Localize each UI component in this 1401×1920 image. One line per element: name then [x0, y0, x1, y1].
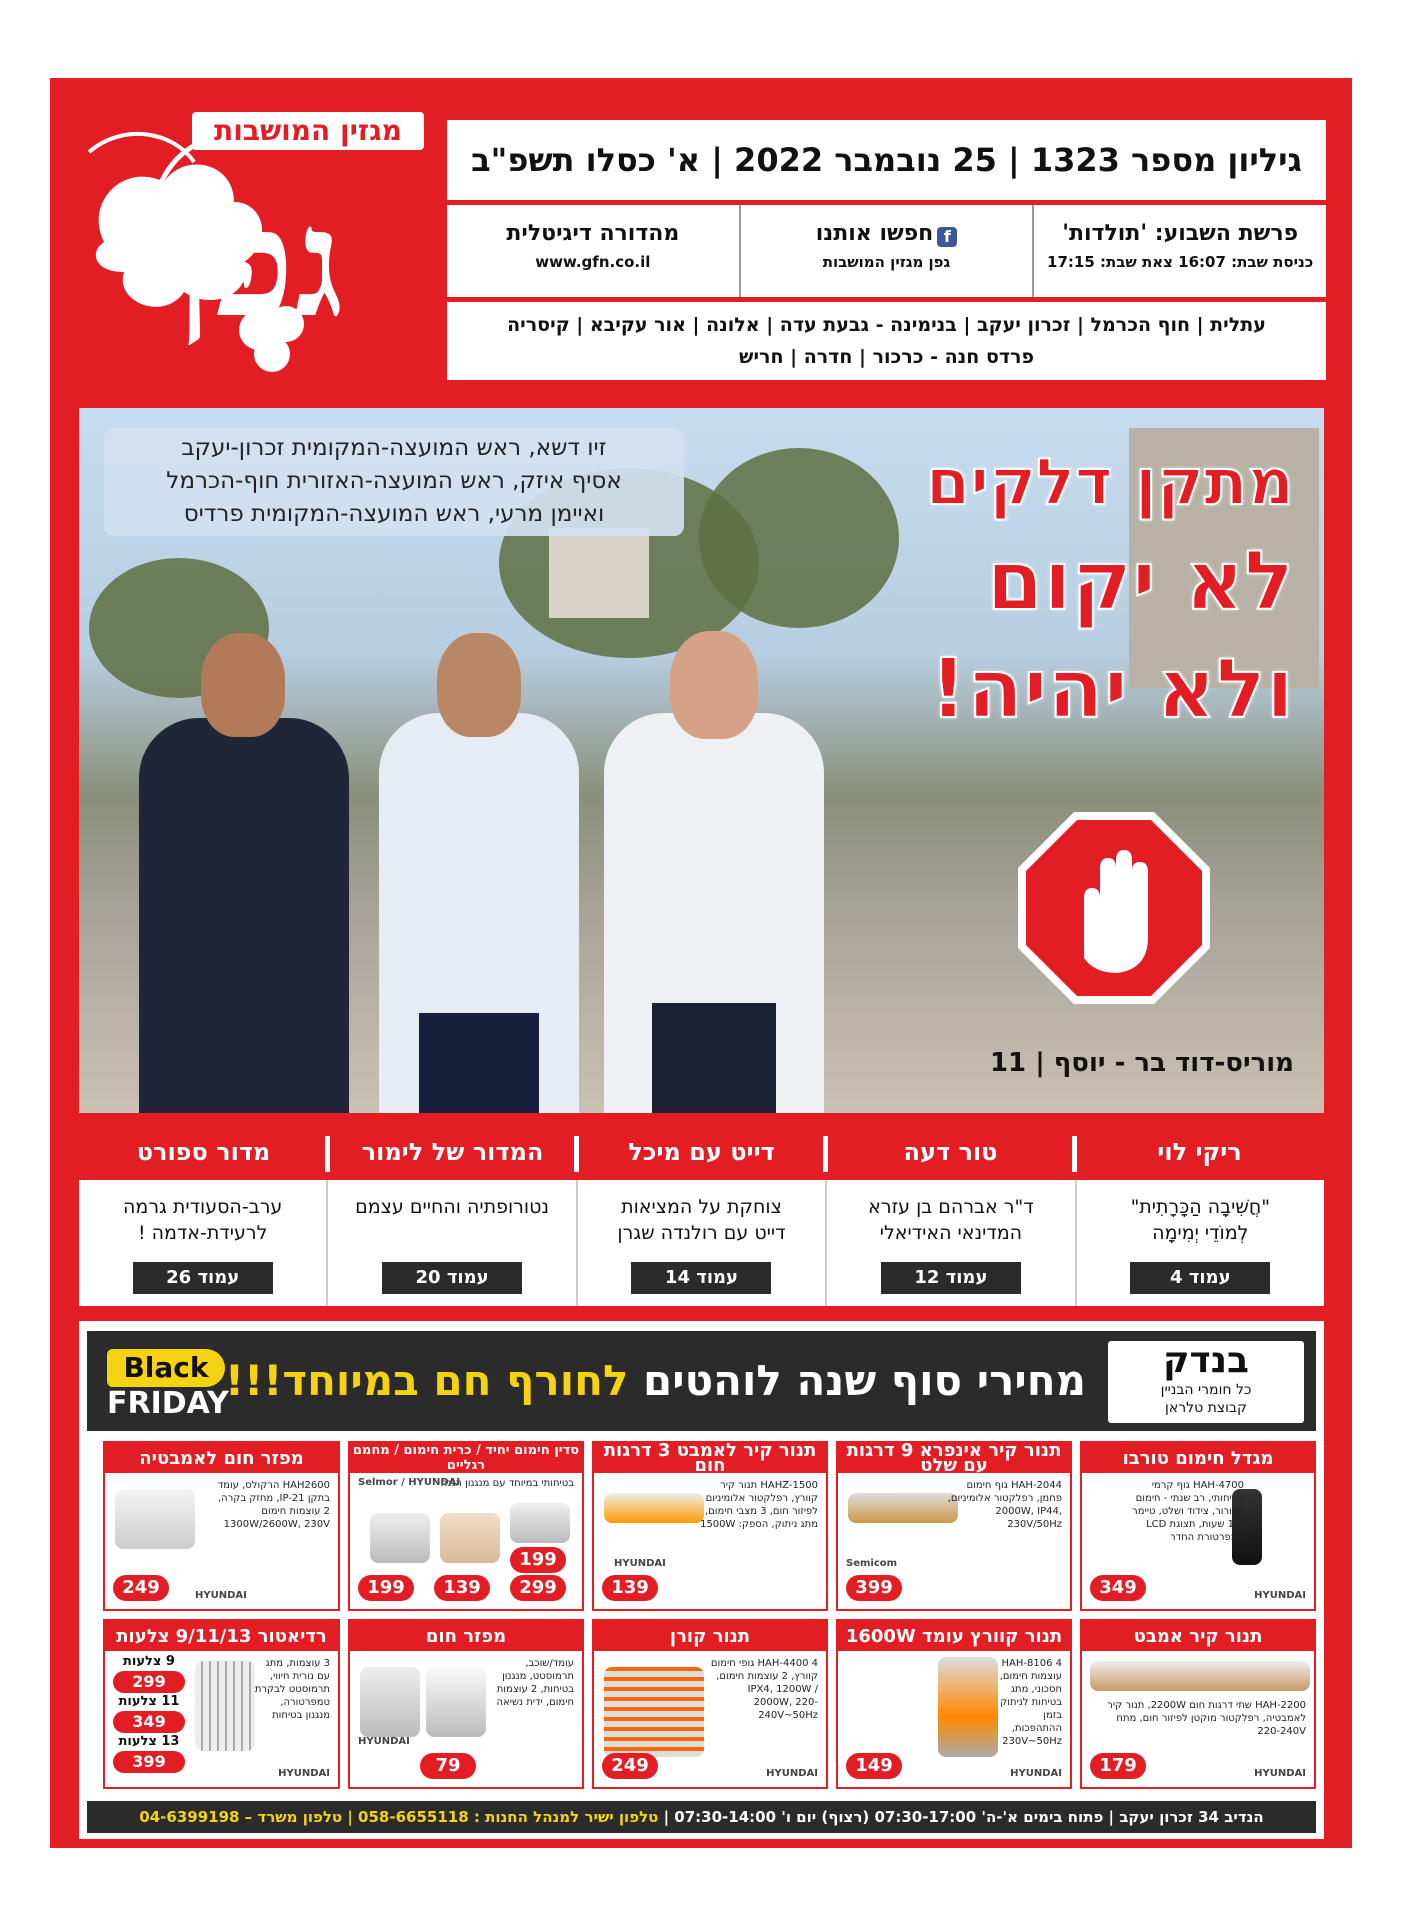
product-brand: Semicom: [846, 1558, 898, 1569]
stop-hand-icon: [1014, 808, 1214, 1008]
advertisement: [79, 1321, 1324, 1839]
product-title: סדין חימום יחיד / כרית חימום / מחמם רגליים: [350, 1443, 582, 1473]
slogan-yellow: לחורף חם במיוחד!!!: [224, 1356, 629, 1405]
product-brand: Selmor / HYUNDAI: [358, 1477, 461, 1488]
main-headline: [834, 438, 1294, 744]
product-desc: עומד/שוכב, תרמוסטט, מנגנון בטיחות, 2 עוצמות חימום, ידית נשיאה: [496, 1658, 574, 1708]
issue-line: גיליון מספר 1323 | 25 נובמבר 2022 | א' כסלו תשפ"ב: [447, 120, 1326, 200]
caption-line: אסיף איזק, ראש המועצה-האזורית חוף-הכרמל: [166, 468, 622, 494]
facebook-block[interactable]: [739, 205, 1033, 297]
headline-line-1: מתקן דלקים: [925, 446, 1294, 520]
section-title[interactable]: טור דעה: [826, 1124, 1075, 1180]
price-tag: 249: [602, 1753, 658, 1779]
product-title: תנור קיר אינפרא 9 דרגות עם שלט: [838, 1443, 1070, 1473]
places-list: [447, 302, 1326, 380]
teaser-line: נטורופתיה והחיים עצמם: [355, 1196, 550, 1218]
website-link[interactable]: www.gfn.co.il: [535, 253, 651, 271]
price-tag: 249: [113, 1575, 169, 1601]
price-tag: 149: [846, 1753, 902, 1779]
person-center: [379, 613, 579, 1113]
ad-slogan: [225, 1353, 1086, 1409]
photo-caption: [104, 428, 684, 536]
page-ref[interactable]: עמוד 20: [382, 1262, 522, 1294]
bath-wall-heater-image: [1090, 1661, 1310, 1691]
product-title: מפזר חום: [350, 1621, 582, 1651]
product-brand: HYUNDAI: [1254, 1590, 1306, 1601]
product-desc: בטיחותי במיוחד עם מנגנון הגנה: [440, 1478, 574, 1489]
byline: מוריס-דוד בר - יוסף | 11: [989, 1048, 1294, 1078]
teaser-line: לרעידת-אדמה !: [137, 1222, 268, 1244]
places-line-1: עתלית | חוף הכרמל | זכרון יעקב | בנימינה - גבעת עדה | אלונה | אור עקיבא | קיסריה: [507, 314, 1266, 336]
section-title[interactable]: מדור ספורט: [79, 1124, 328, 1180]
product-title: תנור קיר אמבט: [1082, 1621, 1314, 1651]
bath-fan-heater-image: [115, 1489, 195, 1549]
price-tag: 349: [1090, 1575, 1146, 1601]
product-card[interactable]: [1080, 1441, 1316, 1611]
digital-label: מהדורה דיגיטלית: [506, 221, 680, 246]
product-desc: HAHZ-1500 תנור קיר קוורץ, רפלקטור אלומיניום לפיזור חום, 3 מצבי חימום, מתג ניתוק, הספק: 1500W: [700, 1480, 818, 1530]
product-title: מפזר חום לאמבטיה: [105, 1443, 338, 1473]
page-ref[interactable]: עמוד 14: [631, 1262, 771, 1294]
price-tag: 399: [113, 1751, 185, 1773]
teaser-line: דייט עם רולנדה שגרן: [617, 1222, 786, 1244]
product-card[interactable]: [348, 1619, 584, 1789]
headline-line-2: לא יקום: [986, 534, 1294, 629]
headline-line-3: ולא יהיה!: [929, 642, 1294, 737]
page-ref[interactable]: עמוד 4: [1130, 1262, 1270, 1294]
parasha-block: [1032, 205, 1326, 297]
heating-blanket-image: [510, 1503, 570, 1543]
store-contact-bar: [87, 1801, 1316, 1833]
product-desc: HAH2600 הרקולס, עומד בתקן IP-21, מחזק בקרה, 2 עוצמות חימום 1300W/2600W, 230V: [217, 1480, 330, 1530]
product-brand: HYUNDAI: [278, 1768, 330, 1779]
places-line-2: פרדס חנה - כרכור | חדרה | חריש: [739, 346, 1034, 368]
product-title: תנור קיר לאמבט 3 דרגות חום: [594, 1443, 826, 1473]
product-desc: 3 עוצמות, מתג עם נורית חיווי, תרמוסטט לבקרת טמפרטורה, מנגנון בטיחות: [254, 1658, 330, 1721]
caption-line: ואיימן מרעי, ראש המועצה-המקומית פרדיס: [183, 501, 605, 527]
person-left: [139, 593, 349, 1113]
product-title: מגדל חימום טורבו: [1082, 1443, 1314, 1473]
logo: [64, 92, 432, 392]
company-name: בנדק: [1163, 1340, 1249, 1381]
page-ref[interactable]: עמוד 26: [133, 1262, 273, 1294]
teaser-line: ערב-הסעודית גרמה: [123, 1196, 283, 1218]
product-title: רדיאטור 9/11/13 צלעות: [105, 1621, 338, 1651]
friday-label: FRIDAY: [107, 1386, 229, 1421]
front-page: [50, 78, 1352, 1848]
product-card[interactable]: [836, 1619, 1072, 1789]
quartz-heater-image: [938, 1657, 998, 1757]
slogan-white: מחירי סוף שנה לוהטים: [643, 1356, 1086, 1405]
section-title[interactable]: ריקי לוי: [1157, 1138, 1242, 1166]
info-bar: [447, 205, 1326, 297]
teaser-line: "חֲשִׁיבָה הַכָּרָתִית": [1130, 1196, 1271, 1218]
product-card[interactable]: [348, 1441, 584, 1611]
magazine-title: מגזין המושבות: [192, 112, 424, 150]
radiant-heater-image: [604, 1667, 704, 1757]
product-brand: HYUNDAI: [766, 1768, 818, 1779]
price-tag: 199: [510, 1547, 566, 1573]
product-title: תנור קוורץ עומד 1600W: [838, 1621, 1070, 1651]
product-brand: HYUNDAI: [358, 1736, 410, 1747]
teaser-line: לְמוֹדֵי יְמִימָה: [1152, 1222, 1249, 1244]
teaser-line: ד"ר אברהם בן עזרא: [868, 1196, 1034, 1218]
black-friday-tag: [101, 1345, 241, 1421]
fins-label: 9 צלעות: [123, 1654, 175, 1669]
product-desc: HAH-4400 4 גופי חימום קוורץ, 2 עוצמות חימום, IPX4, 1200W / 2000W, 220-240V~50Hz: [710, 1658, 818, 1721]
caption-line: זיו דשא, ראש המועצה-המקומית זכרון-יעקב: [181, 435, 607, 461]
fan-heater-small-image: [360, 1667, 420, 1737]
product-card[interactable]: [836, 1441, 1072, 1611]
teaser-line: צוחקת על המציאות: [621, 1196, 782, 1218]
section-teaser[interactable]: [825, 1180, 1074, 1306]
price-tag: 299: [113, 1671, 185, 1693]
bath-heater-image: [604, 1493, 704, 1523]
product-desc: HAH-2044 גוף חימום פחמן, רפלקטור אלומיניום, 2000W, IP44, 230V/50Hz: [947, 1480, 1062, 1530]
page-ref[interactable]: עמוד 12: [881, 1262, 1021, 1294]
price-tag: 79: [420, 1753, 476, 1779]
fins-label: 11 צלעות: [118, 1694, 180, 1709]
product-card[interactable]: [592, 1619, 828, 1789]
product-card[interactable]: [1080, 1619, 1316, 1789]
parasha: פרשת השבוע: 'תולדות': [1062, 221, 1299, 246]
product-card[interactable]: [103, 1441, 340, 1611]
store-address-hours: הנדיב 34 זכרון יעקב | פתוח בימים א'-ה' 07:30-17:00 (רצוף) יום ו' 07:30-14:00 |: [663, 1808, 1264, 1826]
fins-label: 13 צלעות: [118, 1734, 180, 1749]
sections-header: [79, 1124, 1324, 1180]
price-tag: 139: [434, 1575, 490, 1601]
shabbat-times: כניסת שבת: 16:07 צאת שבת: 17:15: [1047, 253, 1314, 271]
company-sub: כל חומרי הבניין: [1160, 1382, 1252, 1398]
product-brand: HYUNDAI: [614, 1558, 666, 1569]
product-brand: HYUNDAI: [195, 1590, 247, 1601]
radiator-prices: [113, 1655, 185, 1775]
oil-radiator-image: [195, 1661, 255, 1751]
facebook-name: גפן מגזין המושבות: [822, 253, 951, 271]
person-right: [604, 603, 824, 1113]
product-title: תנור קורן: [594, 1621, 826, 1651]
price-tag: 199: [358, 1575, 414, 1601]
product-desc: HAH-8106 4 עוצמות חימום, חסכוני, מתג בטיחות לניתוק בזמן ההתהפכות, 230V~50Hz: [999, 1658, 1062, 1747]
facebook-icon: f: [937, 227, 957, 247]
price-tag: 349: [113, 1711, 185, 1733]
section-title[interactable]: דייט עם מיכל: [577, 1124, 826, 1180]
product-brand: HYUNDAI: [1010, 1768, 1062, 1779]
product-desc: HAH-4700 גוף קרמי בטיחותי, רב שנתי - חימום ואוורור, צידוד ושלט, טיימר 1-8 שעות, תצוגת LCD טמפרטורת החדר: [1132, 1480, 1244, 1543]
product-card[interactable]: [103, 1619, 340, 1789]
company-logo: [1108, 1341, 1304, 1423]
section-teaser[interactable]: [326, 1180, 575, 1306]
brand-name: גפן: [174, 175, 344, 351]
foot-warmer-image: [370, 1513, 430, 1563]
price-tag: 179: [1090, 1753, 1146, 1779]
section-title[interactable]: המדור של לימור: [328, 1124, 577, 1180]
section-teaser[interactable]: [79, 1180, 326, 1306]
product-desc: HAH-2200 שתי דרגות חום 2200W, תנור קיר לאמבטיה, רפלקטור מוקטן לפיזור חום, מתח 220-240V: [1107, 1700, 1306, 1737]
heating-pad-image: [440, 1513, 500, 1563]
facebook-label: חפשו אותנו: [815, 221, 934, 246]
product-brand: HYUNDAI: [1254, 1768, 1306, 1779]
fan-heater-image: [426, 1667, 486, 1737]
product-card[interactable]: [592, 1441, 828, 1611]
store-phones[interactable]: טלפון ישיר למנהל החנות : 058-6655118 | טלפון משרד – 04-6399198: [139, 1808, 659, 1826]
teaser-line: המדינאי האידיאלי: [879, 1222, 1023, 1244]
digital-edition-block[interactable]: [447, 205, 739, 297]
ad-banner: [87, 1331, 1316, 1431]
section-teaser[interactable]: [576, 1180, 825, 1306]
price-tag: 299: [510, 1575, 566, 1601]
company-group: קבוצת טלראן: [1165, 1400, 1247, 1416]
price-tag: 139: [602, 1575, 658, 1601]
price-tag: 399: [846, 1575, 902, 1601]
black-label: Black: [107, 1349, 225, 1387]
sections-body: [79, 1180, 1324, 1306]
section-teaser[interactable]: [1075, 1180, 1324, 1306]
cover-photo: [79, 408, 1324, 1113]
